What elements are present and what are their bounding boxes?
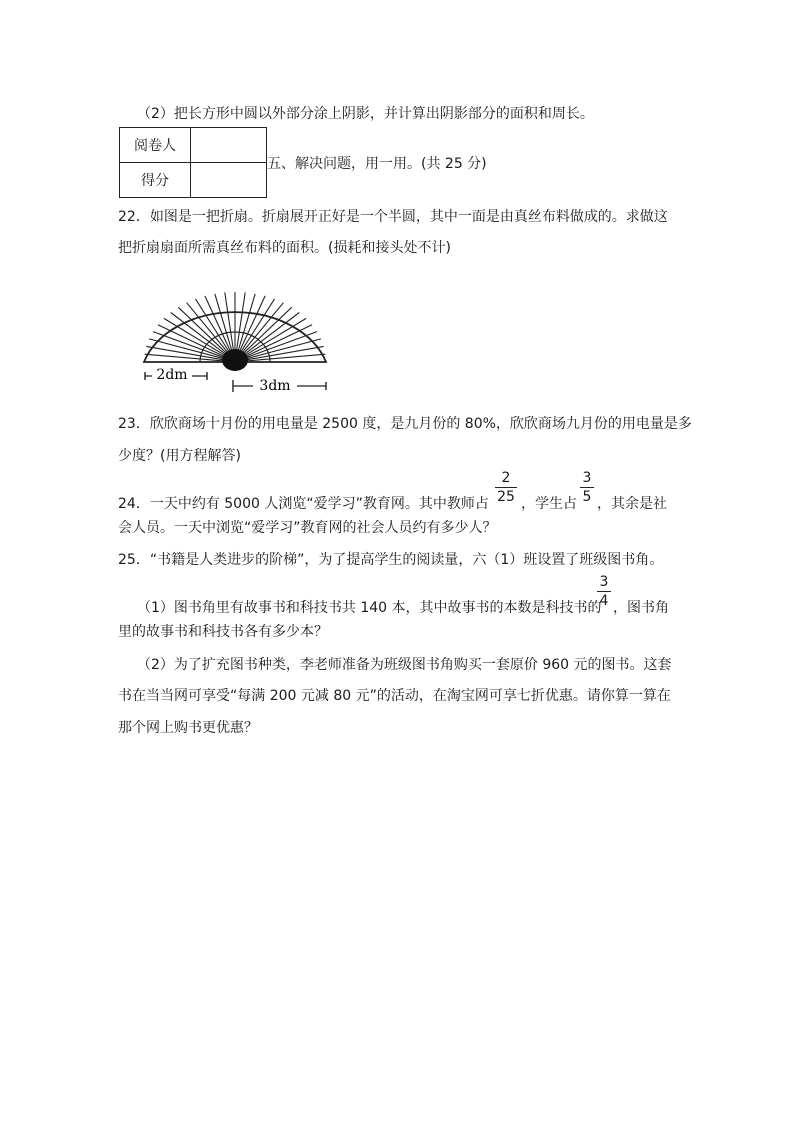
q24-fraction-students: [580, 470, 594, 505]
fan-pivot-hub: [222, 349, 248, 371]
q25-frac-numerator: 3: [599, 574, 609, 590]
q23-line1: 23．欣欣商场十月份的用电量是 2500 度，是九月份的 80%，欣欣商场九月份的用电量是多: [118, 416, 692, 432]
q25-part2-line1: （2）为了扩充图书种类，李老师准备为班级图书角购买一套原价 960 元的图书。这套: [137, 657, 672, 673]
q25-part2-line3: 那个网上购书更优惠？: [118, 720, 258, 736]
q25-part1-line2: 里的故事书和科技书各有多少本？: [118, 624, 328, 640]
folding-fan-figure: [140, 288, 340, 400]
q22-line2: 把折扇扇面所需真丝布料的面积。(损耗和接头处不计): [118, 240, 451, 256]
q24-frac1-numerator: 2: [501, 470, 511, 486]
dim-inner-label: 2dm: [156, 367, 188, 383]
score-blank: [191, 163, 267, 198]
q25-part2-line2: 书在当当网可享受“每满 200 元减 80 元”的活动，在淘宝网可享七折优惠。请你算一算在: [118, 688, 671, 704]
score-table: [119, 127, 267, 198]
q24-line1-c: ，其余是社: [597, 496, 667, 512]
section5-title: 五、解决问题，用一用。(共 25 分): [267, 156, 487, 172]
q25-fraction: [597, 574, 611, 609]
q21-part2-text: （2）把长方形中圆以外部分涂上阴影，并计算出阴影部分的面积和周长。: [137, 106, 594, 122]
fraction-bar: [580, 487, 594, 488]
fraction-bar: [495, 487, 517, 488]
q25-part1-b: ，图书角: [613, 600, 669, 616]
reviewer-label: 阅卷人: [120, 128, 191, 163]
q24-frac1-denominator: 25: [497, 489, 515, 505]
dim-outer-label: 3dm: [259, 378, 291, 394]
q24-line1-b: ，学生占: [521, 496, 577, 512]
q22-line1: 22．如图是一把折扇。折扇展开正好是一个半圆，其中一面是由真丝布料做成的。求做这: [118, 209, 668, 225]
q25-frac-denominator: 4: [599, 593, 609, 609]
fraction-bar: [597, 591, 611, 592]
score-label: 得分: [120, 163, 191, 198]
fan-rib: [178, 307, 227, 354]
fan-rib: [243, 307, 292, 354]
q24-frac2-numerator: 3: [582, 470, 592, 486]
q25-intro: 25．“书籍是人类进步的阶梯”，为了提高学生的阅读量，六（1）班设置了班级图书角。: [118, 552, 664, 568]
q24-fraction-teachers: [495, 470, 517, 505]
q24-line2: 会人员。一天中浏览“爱学习”教育网的社会人员约有多少人？: [118, 520, 497, 536]
q24-frac2-denominator: 5: [582, 489, 592, 505]
reviewer-blank: [191, 128, 267, 163]
q25-part1-a: （1）图书角里有故事书和科技书共 140 本，其中故事书的本数是科技书的: [137, 600, 602, 616]
q24-line1-a: 24．一天中约有 5000 人浏览“爱学习”教育网。其中教师占: [118, 496, 489, 512]
q23-line2: 少度？(用方程解答): [118, 448, 241, 464]
